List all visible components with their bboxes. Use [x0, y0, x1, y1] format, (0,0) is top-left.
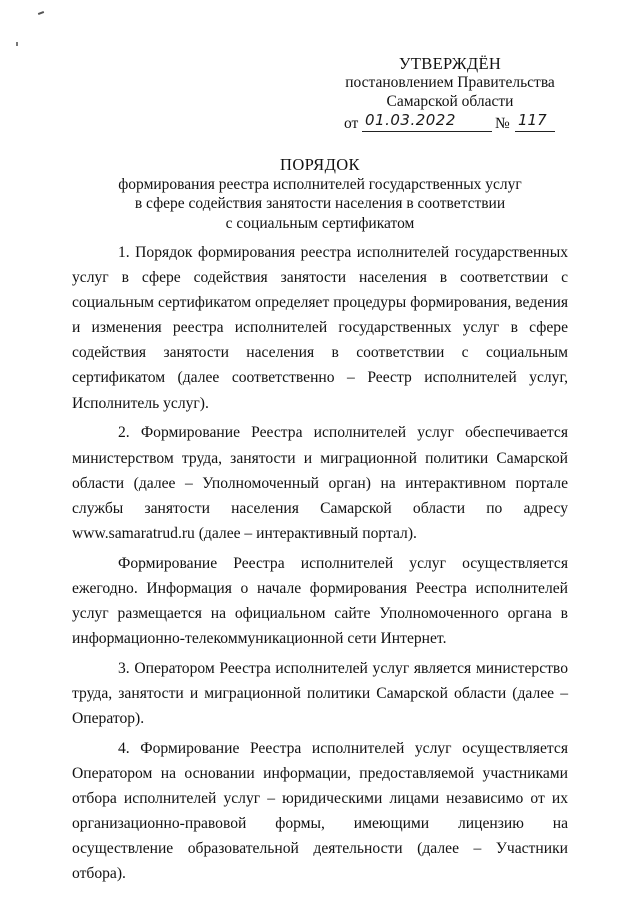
document-body	[72, 240, 568, 891]
date-prefix: от	[344, 115, 359, 132]
title-line-3: с социальным сертификатом	[225, 214, 415, 232]
number-underline	[515, 131, 555, 132]
title-line-2: в сфере содействия занятости населения в соответствии	[134, 195, 506, 212]
approval-block	[330, 54, 570, 133]
paragraph-4: 3. Оператором Реестра исполнителей услуг является министерство труда, занятости и миграционной политики Самарской области (далее – Оператор).	[72, 659, 568, 728]
scan-speck	[16, 42, 18, 46]
document-heading: ПОРЯДОК	[280, 155, 360, 174]
paragraph-2: 2. Формирование Реестра исполнителей услуг обеспечивается министерством труда, занятости и миграционной политики Самарской области (далее – Уполномоченный орган) на интерактивном портале службы занятости населения Самарской области по адресу www.samaratrud.ru (далее – интерактивный портал).	[72, 424, 568, 542]
handwritten-date: 01.03.2022	[365, 111, 456, 129]
document-title-block	[90, 155, 550, 233]
approval-line-2: Самарской области	[386, 93, 514, 110]
date-underline	[362, 131, 492, 132]
paragraph-5: 4. Формирование Реестра исполнителей услуг осуществляется Оператором на основании информации, предоставляемой участниками отбора исполнителей услуг – юридическими лицами независимо от их организационно-правовой формы, имеющими лицензию на осуществление образовательной деятельности (далее – Участники отбора).	[72, 739, 568, 883]
approval-line-1: постановлением Правительства	[345, 74, 555, 91]
title-line-1: формирования реестра исполнителей государственных услуг	[118, 175, 522, 193]
approval-date-line	[330, 111, 570, 133]
number-prefix: №	[495, 115, 510, 132]
paragraph-3: Формирование Реестра исполнителей услуг осуществляется ежегодно. Информация о начале формирования Реестра исполнителей услуг размещается на официальном сайте Уполномоченного органа в информационно-телекоммуникационной сети Интернет.	[72, 554, 568, 647]
scan-speck	[38, 11, 44, 15]
paragraph-1: 1. Порядок формирования реестра исполнителей государственных услуг в сфере содействия занятости населения в соответствии с социальным сертификатом определяет процедуры формирования, ведения и изменения реестра исполнителей государственных услуг в сфере содействия занятости населения в соответствии с социальным сертификатом (далее соответственно – Реестр исполнителей услуг, Исполнитель услуг).	[72, 244, 568, 412]
approval-title: УТВЕРЖДЁН	[398, 54, 502, 73]
handwritten-number: 117	[518, 111, 547, 129]
